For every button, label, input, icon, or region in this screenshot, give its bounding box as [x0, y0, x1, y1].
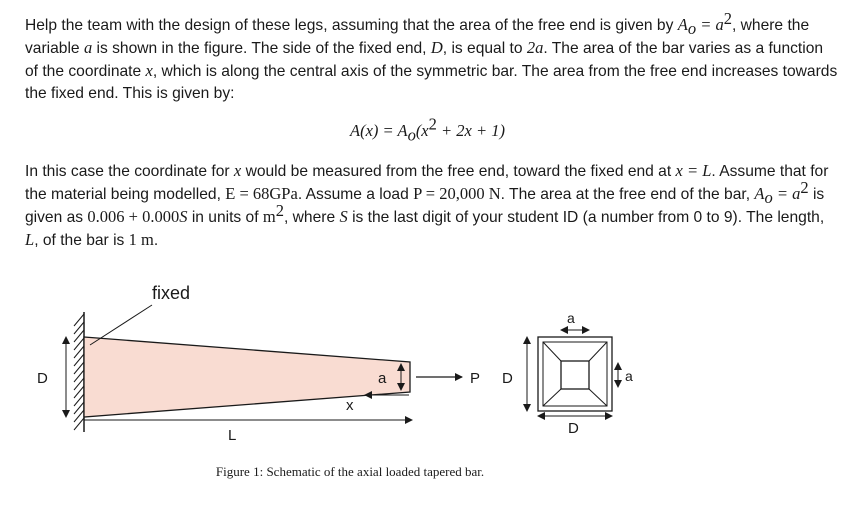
L-label: L	[228, 427, 237, 444]
math-a-squared: = a	[696, 15, 724, 34]
cross-section	[538, 337, 612, 411]
length-value: 1 m	[128, 230, 154, 249]
load-value: P = 20,000 N	[413, 184, 501, 203]
fixed-label: fixed	[152, 283, 191, 303]
problem-paragraph-2: In this case the coordinate for x would be measured from the free end, toward the fixed end at x = L. Assume that for the material being modelled, E = 68GPa. Assume a load P = 20,000 N. The area at the free end of the bar, $A_o = a^2$ is given as 0.006 + 0.000S in units of $m^2$, where S is the last digit of your student ID (a number from 0 to 9). The length, L, of the bar is 1 m.	[25, 161, 829, 249]
figure-caption: Figure 1: Schematic of the axial loaded tapered bar.	[215, 464, 485, 479]
modulus-value: E = 68GPa	[225, 184, 298, 203]
fixed-leader-line	[90, 305, 152, 345]
a-label-right: a	[625, 368, 633, 384]
area-equation: $A(x) = A_o(x^2 + 2x + 1)$	[350, 114, 505, 145]
x-label: x	[346, 397, 354, 414]
D-label-left: D	[37, 370, 48, 387]
a-label-top: a	[567, 310, 575, 326]
area-value: 0.006 + 0.000	[87, 207, 180, 226]
math-A0: A	[677, 15, 688, 34]
P-label: P	[470, 370, 481, 387]
D-label-bottom: D	[568, 420, 579, 437]
tapered-bar	[84, 337, 410, 417]
a-label-tip: a	[378, 370, 387, 387]
fixed-wall	[74, 312, 84, 432]
problem-paragraph-1: Help the team with the design of these legs, assuming that the area of the free end is given by $A_o = a^2$, where the variable a is shown in the figure. The side of the fixed end, D, is equal to 2a. The area of the bar varies as a function of the coordinate x, which is along the central axis of the symmetric bar. The area from the free end increases towards the fixed end. This is given by:	[25, 8, 838, 102]
D-label-mid: D	[502, 370, 513, 387]
tapered-bar-figure	[0, 270, 700, 460]
